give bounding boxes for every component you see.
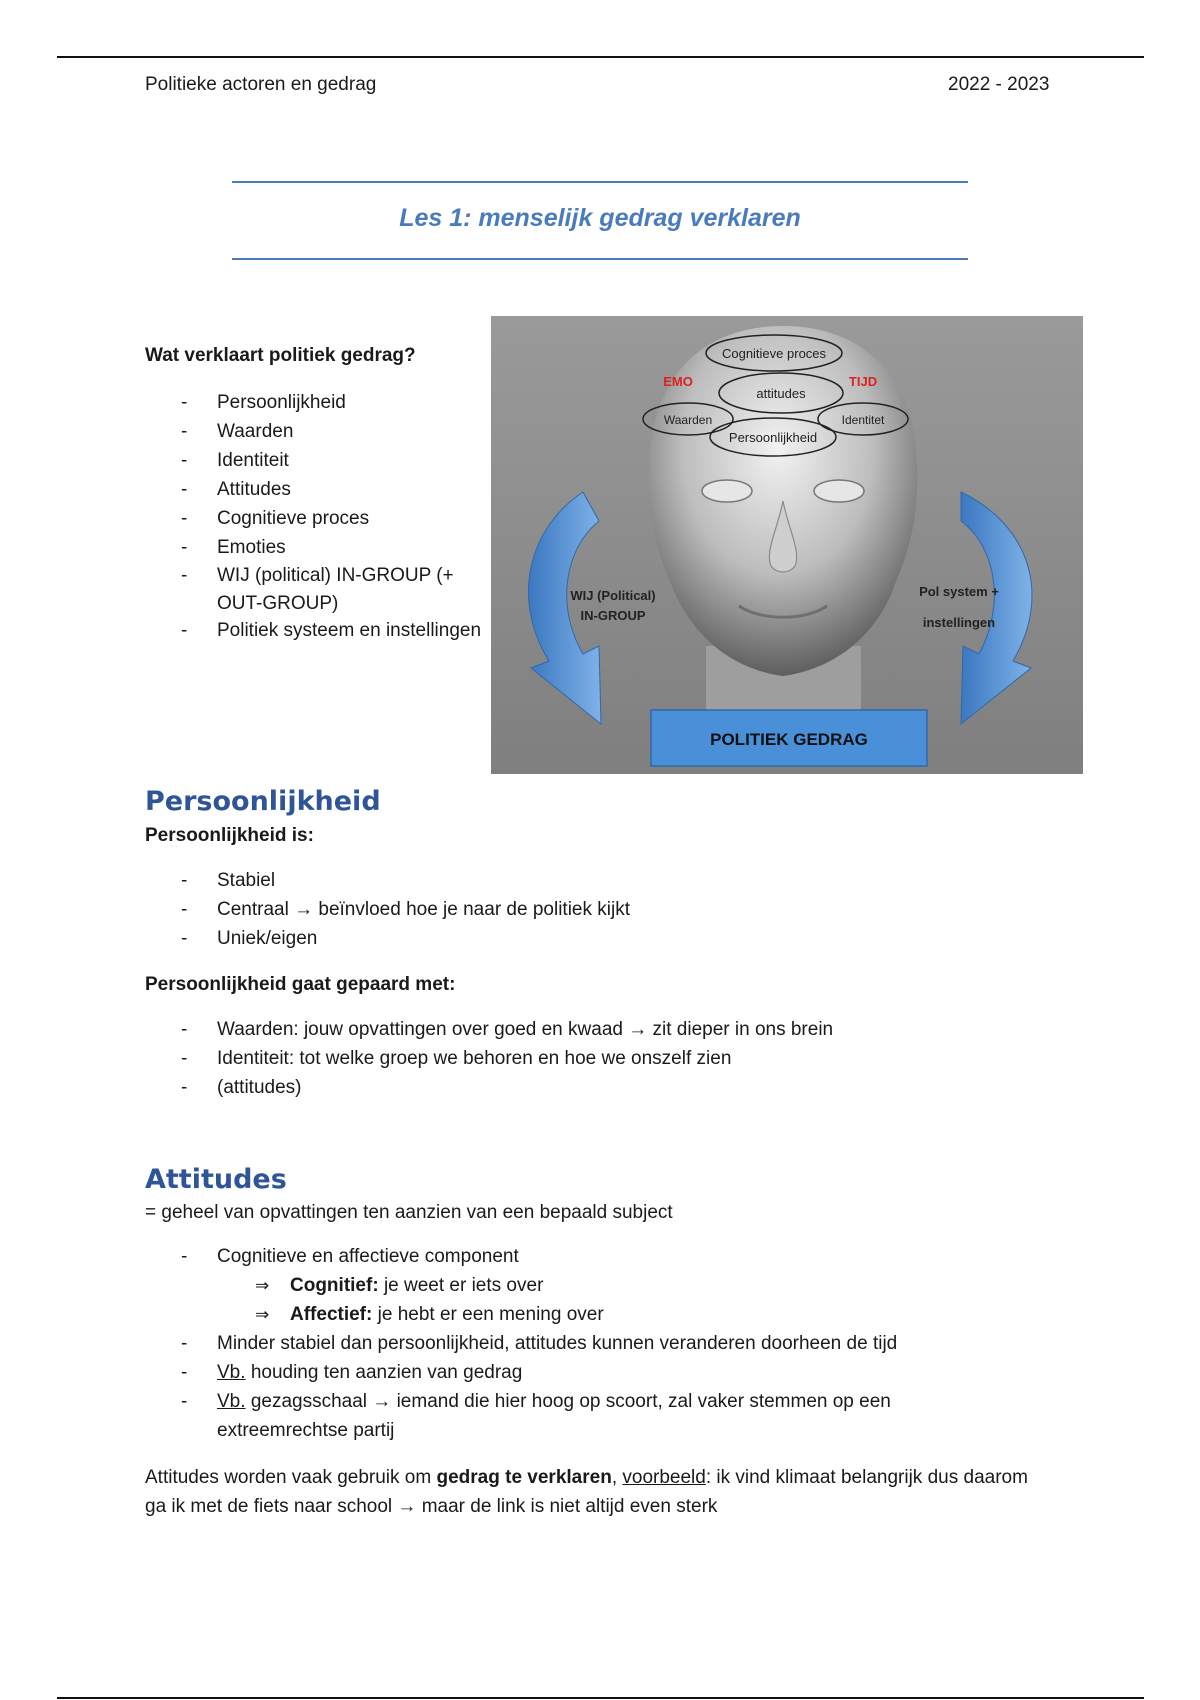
header-year: 2022 - 2023 [948, 74, 1050, 95]
list-item: - Identiteit [181, 450, 289, 471]
arrow-icon: → [628, 1019, 648, 1040]
oval-cognitive-label: Cognitieve proces [721, 346, 827, 361]
list-item: - Waarden [181, 421, 294, 442]
title-rule-bottom [232, 258, 968, 260]
right-eye [814, 480, 864, 502]
right-arrow-label-1: Pol system + [919, 584, 999, 599]
persoonlijkheid-intro: Persoonlijkheid is: [145, 825, 314, 846]
list-item: - Politiek systeem en instellingen [181, 620, 482, 641]
oval-identitet-label: Identitet [841, 413, 885, 427]
list-item: - Cognitieve proces [181, 508, 370, 529]
list-item: - WIJ (political) IN-GROUP (+ OUT-GROUP) [181, 565, 454, 614]
left-eye [702, 480, 752, 502]
list-item: - Identiteit: tot welke groep we behoren en hoe we onszelf zien [181, 1048, 732, 1069]
list-item: - Waarden: jouw opvattingen over goed en kwaad → zit dieper in ons brein [181, 1019, 834, 1040]
explain-list [145, 388, 485, 645]
list-item: - Attitudes [181, 479, 291, 500]
list-item: - Persoonlijkheid [181, 392, 346, 413]
persoonlijkheid-intro-2: Persoonlijkheid gaat gepaard met: [145, 974, 456, 995]
implies-arrow-icon: ⇒ [255, 1305, 270, 1324]
header-course: Politieke actoren en gedrag [145, 74, 377, 95]
arrow-icon: → [372, 1391, 392, 1412]
left-arrow-label-1: WIJ (Political) [570, 588, 656, 603]
arrow-icon: → [397, 1496, 417, 1517]
oval-waarden-label: Waarden [663, 413, 713, 427]
list-item: - (attitudes) [181, 1077, 302, 1098]
tijd-label: TIJD [848, 374, 878, 389]
title-rule-top [232, 181, 968, 183]
emo-label: EMO [663, 374, 693, 389]
oval-persoonlijkheid-label: Persoonlijkheid [728, 430, 818, 445]
attitudes-paragraph: Attitudes worden vaak gebruik om gedrag te verklaren, voorbeeld: ik vind klimaat belangrijk dus daarom ga ik met de fiets naar school → maar de link is niet altijd even sterk [145, 1467, 1028, 1517]
footer-rule [57, 1697, 1144, 1699]
heading-persoonlijkheid: Persoonlijkheid [145, 786, 381, 817]
oval-attitudes-label: attitudes [756, 386, 806, 401]
arrow-icon: → [294, 899, 314, 920]
list-item: - Emoties [181, 537, 286, 558]
politiek-gedrag-label: POLITIEK GEDRAG [710, 730, 868, 749]
list-item: - Vb. gezagsschaal → iemand die hier hoog op scoort, zal vaker stemmen op een extreemrechtse partij [181, 1391, 891, 1441]
implies-arrow-icon: ⇒ [255, 1276, 270, 1295]
header-rule [57, 56, 1144, 58]
list-item: - Centraal → beïnvloed hoe je naar de politiek kijkt [181, 899, 630, 920]
page-title: Les 1: menselijk gedrag verklaren [399, 204, 801, 232]
sub-item-cognitief: ⇒ Cognitief: je weet er iets over [145, 1271, 1105, 1300]
voorbeeld-text: voorbeeld [622, 1467, 706, 1488]
list-item: - Vb. houding ten aanzien van gedrag [181, 1362, 523, 1383]
persoonlijkheid-list [145, 866, 1045, 953]
list-item: - Minder stabiel dan persoonlijkheid, attitudes kunnen veranderen doorheen de tijd [181, 1333, 898, 1354]
list-item: - Uniek/eigen [181, 928, 318, 949]
list-item: - Cognitieve en affectieve component [181, 1246, 519, 1267]
attitudes-definition: = geheel van opvattingen ten aanzien van een bepaald subject [145, 1202, 673, 1223]
head-diagram [491, 316, 1083, 774]
attitudes-list [145, 1242, 1105, 1445]
left-arrow-label-2: IN-GROUP [580, 608, 646, 623]
right-arrow-label-2: instellingen [922, 615, 996, 630]
heading-attitudes: Attitudes [145, 1164, 287, 1195]
question-heading: Wat verklaart politiek gedrag? [145, 345, 416, 366]
persoonlijkheid-list-2 [145, 1015, 1105, 1102]
list-item: - Stabiel [181, 870, 276, 891]
sub-item-affectief: ⇒ Affectief: je hebt er een mening over [145, 1300, 1105, 1329]
